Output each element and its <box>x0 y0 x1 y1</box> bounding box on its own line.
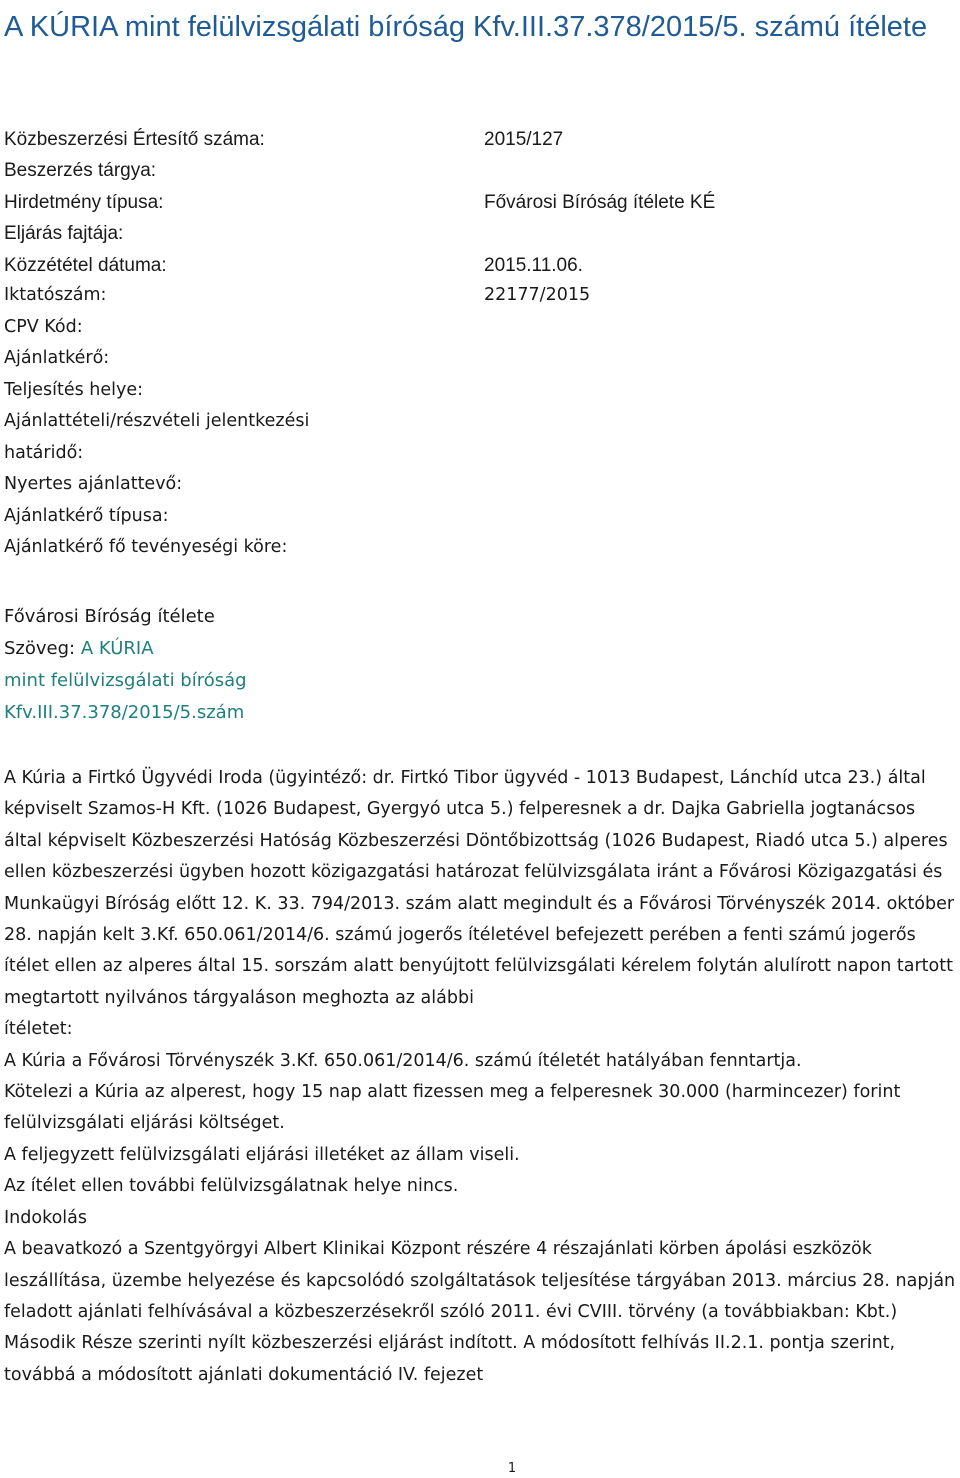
metadata-label: Eljárás fajtája: <box>4 223 124 245</box>
court-role: mint felülvizsgálati bíróság <box>4 670 247 691</box>
body-paragraph-fenntartja: A Kúria a Fővárosi Törvényszék 3.Kf. 650.061/2014/6. számú ítéletét hatályában fenntartja. <box>4 1050 802 1071</box>
metadata-row-kozzetetel-datuma <box>4 250 954 281</box>
metadata-row-nyertes-ajanlattevo <box>4 469 954 501</box>
metadata-label: Iktatószám: <box>4 285 107 305</box>
metadata-label: határidő: <box>4 442 84 463</box>
metadata-row-ajanlatkero-tipusa <box>4 501 954 533</box>
metadata-label: Hirdetmény típusa: <box>4 191 164 213</box>
body-heading-indokolas: Indokolás <box>4 1207 87 1228</box>
body-paragraph-intro: A Kúria a Firtkó Ügyvédi Iroda (ügyintéző: dr. Firtkó Tibor ügyvéd - 1013 Budapest, Lánchíd utca 23.) által képviselt Szamos-H Kft. (1026 Budapest, Gyergyó utca 5.) felperesnek a dr. Dajka Gabriella jogtanácsos által képviselt Közbeszerzési Hatóság Közbeszerzési Döntőbizottság (1026 Budapest, Riadó utca 5.) alperes ellen közbeszerzési ügyben hozott közigazgatási határozat felülvizsgálata iránt a Fővárosi Közigazgatási és Munkaügyi Bíróság előtt 12. K. 33. 794/2013. szám alatt megindult és a Fővárosi Törvényszék 2014. október 28. napján kelt 3.Kf. 650.061/2014/6. számú jogerős ítéletével befejezett perében a fenti számú jogerős ítélet ellen az alperes által 15. sorszám alatt benyújtott felülvizsgálati kérelem folytán alulírott napon tartott megtartott nyilvános tárgyaláson meghozta az alábbi <box>4 768 955 1008</box>
metadata-row-ertesito-szama <box>4 124 954 155</box>
metadata-row-hatarido <box>4 438 954 470</box>
metadata-label: Nyertes ajánlattevő: <box>4 474 183 494</box>
metadata-label: Ajánlattételi/részvételi jelentkezési <box>4 411 310 431</box>
metadata-table-top <box>4 124 954 281</box>
metadata-row-iktatoszam <box>4 280 954 312</box>
body-paragraph-iteletet: ítéletet: <box>4 1019 73 1040</box>
metadata-label: Közbeszerzési Értesítő száma: <box>4 129 265 150</box>
metadata-label: Közzététel dátuma: <box>4 254 167 276</box>
metadata-label: Ajánlatkérő: <box>4 348 110 368</box>
page-number: 1 <box>507 1461 517 1476</box>
judgment-section <box>4 601 944 729</box>
court-name: A KÚRIA <box>80 638 154 659</box>
metadata-value: 22177/2015 <box>484 285 591 305</box>
metadata-row-ajanlatkero <box>4 343 954 375</box>
body-paragraph-jogorvoslat: Az ítélet ellen további felülvizsgálatnak helye nincs. <box>4 1176 459 1197</box>
metadata-row-tevekenysegi-kore <box>4 532 954 564</box>
metadata-row-teljesites-helye <box>4 375 954 407</box>
body-paragraph-indokolas: A beavatkozó a Szentgyörgyi Albert Klinikai Központ részére 4 részajánlati körben ápolási eszközök leszállítása, üzembe helyezése és kapcsolódó szolgáltatások teljesítése tárgyában 2013. március 28. napján feladott ajánlati felhívásával a közbeszerzésekről szóló 2011. évi CVIII. törvény (a továbbiakban: Kbt.) Második Része szerinti nyílt közbeszerzési eljárást indított. A módosított felhívás II.2.1. pontja szerint, továbbá a módosított ajánlati dokumentáció IV. fejezet <box>4 1239 956 1385</box>
case-number: Kfv.III.37.378/2015/5.szám <box>4 702 245 723</box>
document-title: A KÚRIA mint felülvizsgálati bíróság Kfv.III.37.378/2015/5. számú ítélete <box>4 11 928 43</box>
metadata-table-bottom <box>4 280 954 564</box>
section-heading: Fővárosi Bíróság ítélete <box>4 606 215 627</box>
body-paragraph-illetek: A feljegyzett felülvizsgálati eljárási illetéket az állam viseli. <box>4 1144 520 1165</box>
text-label: Szöveg: <box>4 638 76 659</box>
metadata-label: Ajánlatkérő típusa: <box>4 505 169 526</box>
body-paragraph-koltseg: Kötelezi a Kúria az alperest, hogy 15 nap alatt fizessen meg a felperesnek 30.000 (harmincezer) forint felülvizsgálati eljárási költséget. <box>4 1082 901 1134</box>
metadata-row-hirdetmeny-tipusa <box>4 187 954 218</box>
text-first-line <box>4 633 944 665</box>
metadata-label: Teljesítés helye: <box>4 379 144 400</box>
metadata-row-beszerzes-targya <box>4 155 954 186</box>
metadata-value: Fővárosi Bíróság ítélete KÉ <box>484 191 716 213</box>
metadata-label: Ajánlatkérő fő tevényeségi köre: <box>4 537 288 557</box>
metadata-row-eljaras-fajtaja <box>4 218 954 249</box>
metadata-row-cpv-kod <box>4 312 954 344</box>
metadata-label: CPV Kód: <box>4 316 83 337</box>
metadata-value: 2015/127 <box>484 129 564 150</box>
metadata-row-jelentkezesi <box>4 406 954 438</box>
metadata-label: Beszerzés tárgya: <box>4 160 157 182</box>
metadata-value: 2015.11.06. <box>484 254 583 276</box>
judgment-body <box>4 763 956 1391</box>
